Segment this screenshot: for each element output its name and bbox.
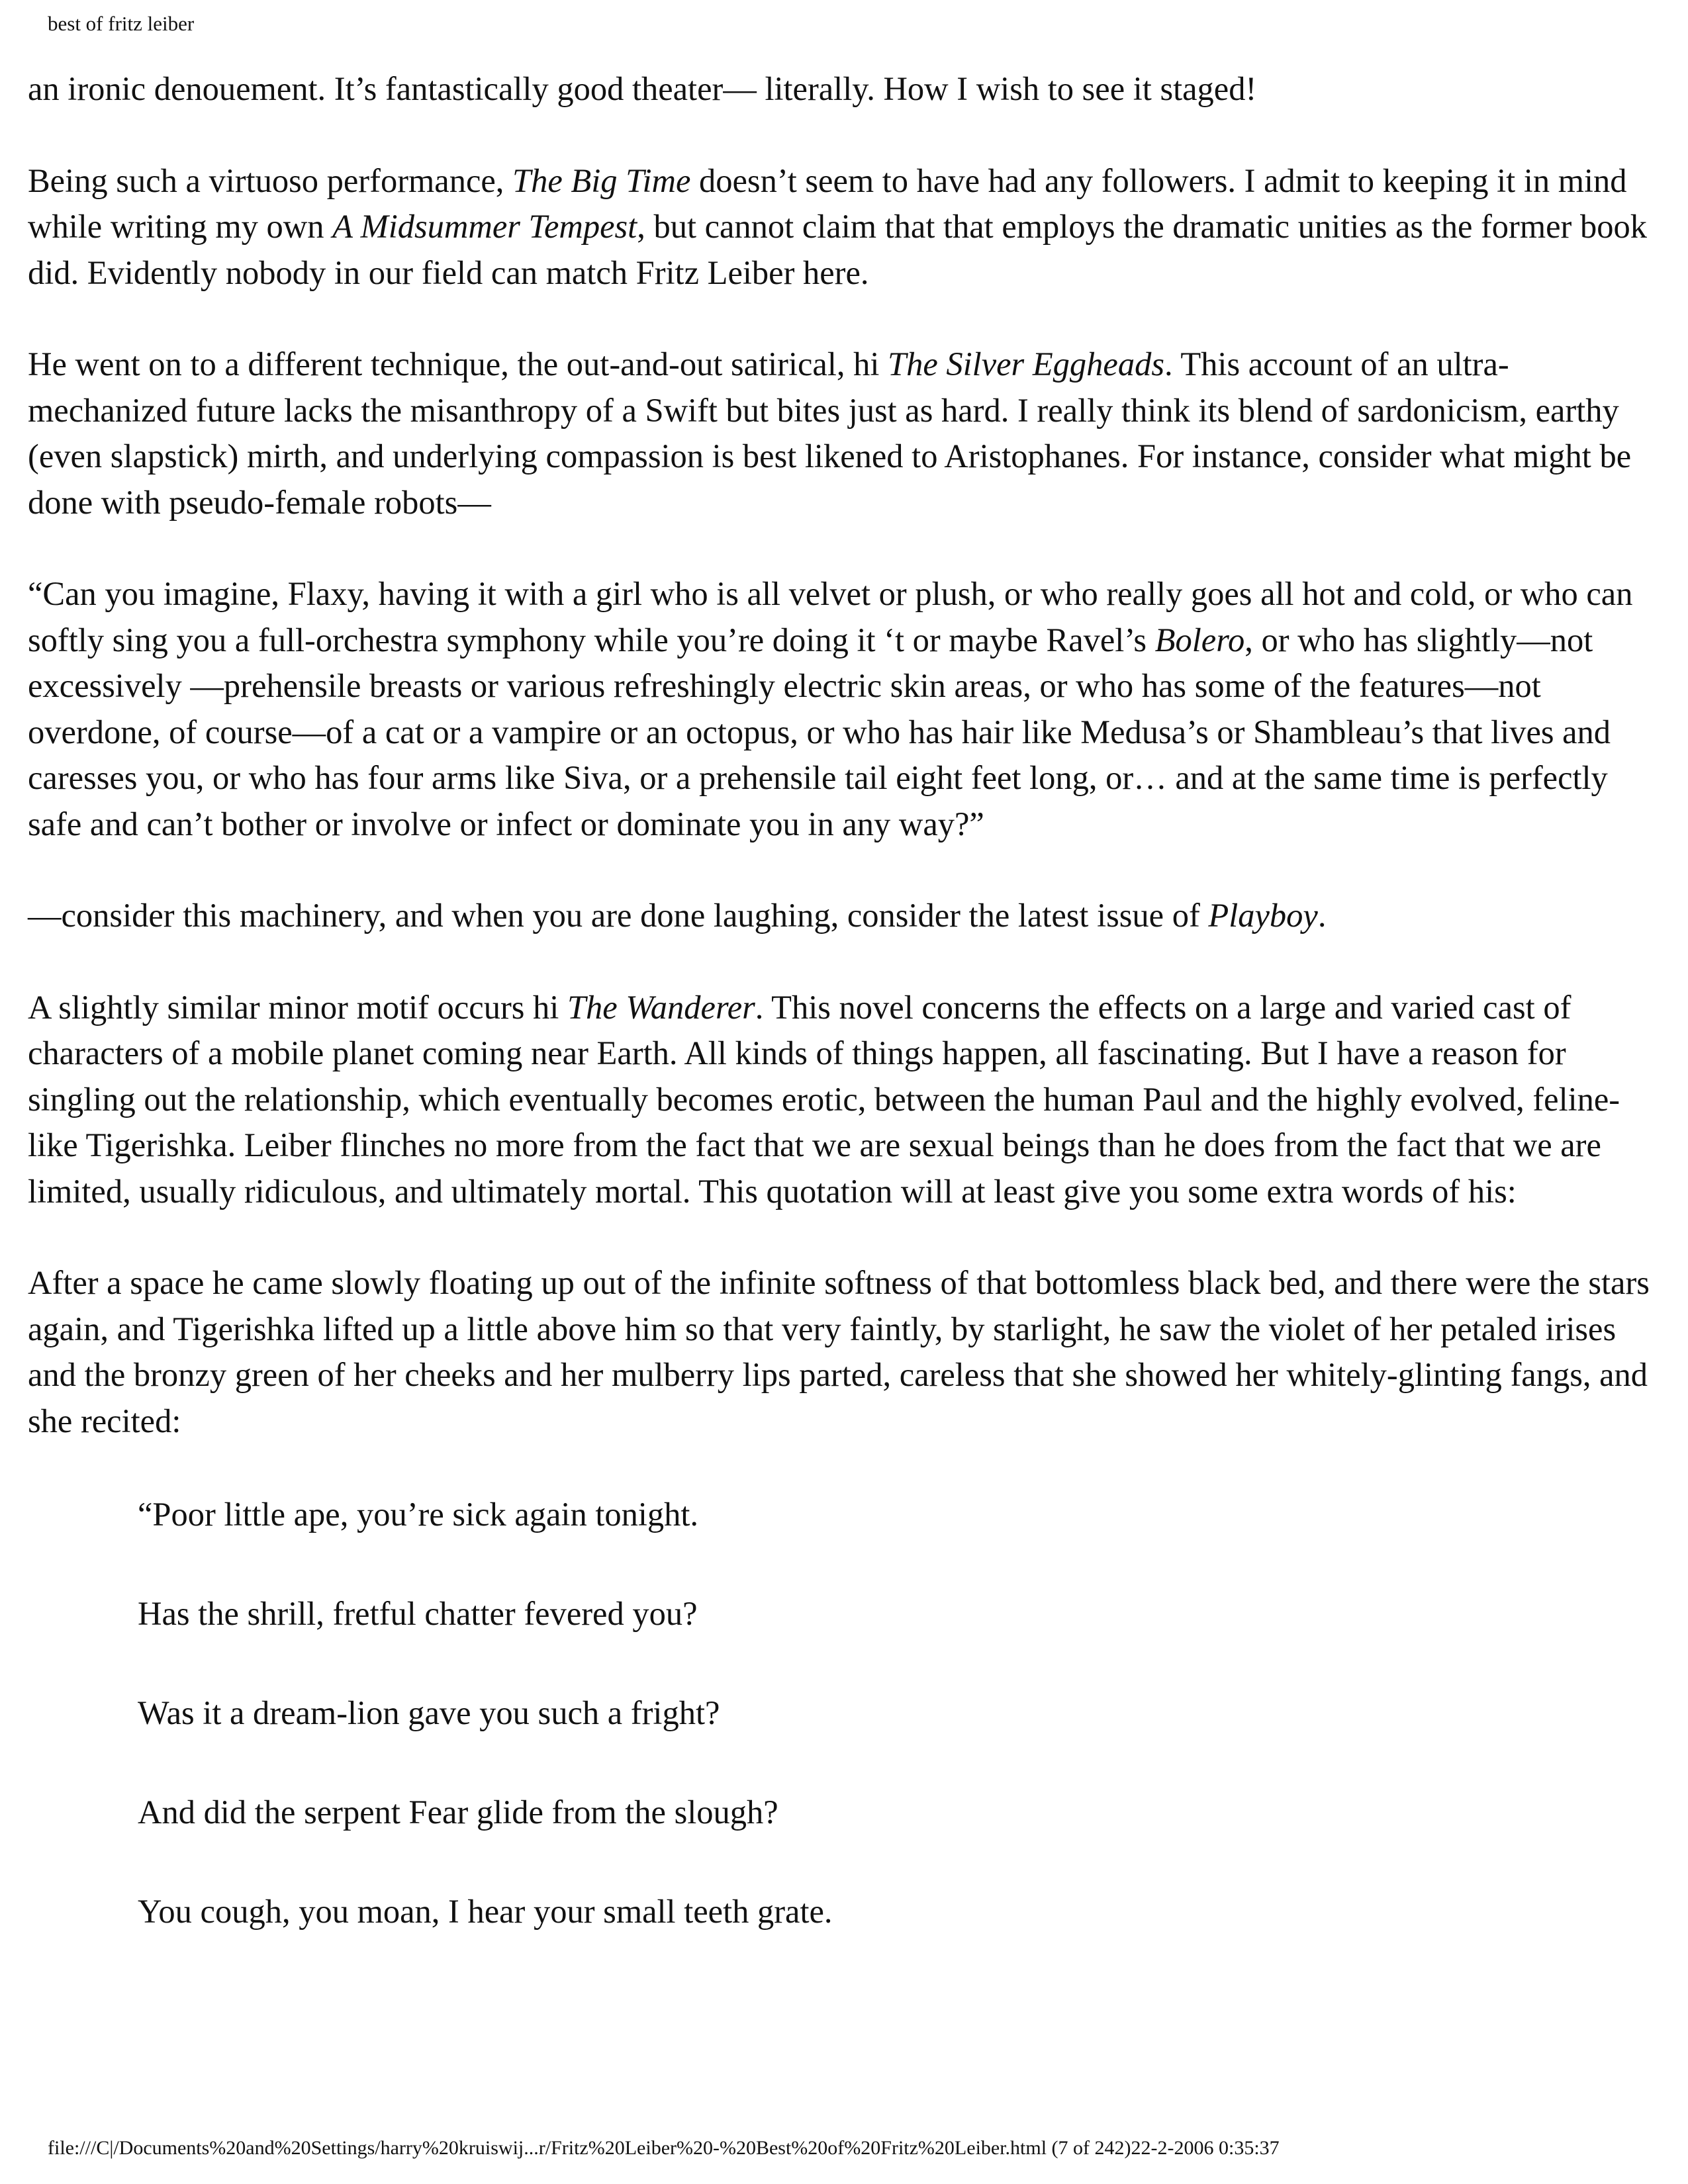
page-header-title: best of fritz leiber bbox=[48, 12, 195, 35]
italic-title: A Midsummer Tempest bbox=[332, 208, 637, 245]
poem-line: Was it a dream-lion gave you such a fright? bbox=[138, 1694, 720, 1731]
paragraph-text: —consider this machinery, and when you are done laughing, consider the latest issue of bbox=[28, 897, 1209, 934]
paragraph-text: doesn’t seem to have had any followers. I admit to keeping it in mind while writing my own bbox=[28, 161, 1627, 245]
paragraph bbox=[28, 341, 1656, 525]
paragraph-text: , or who has slightly—not excessively —prehensile breasts or various refreshingly electric skin areas, or who has some of the features—not overdone, of course—of a cat or a vampire or an octopus, or who has hair like Medusa’s or Shambleau’s that lives and caresses you, or who has four arms like Siva, or a prehensile tail eight feet long, or… and at the same time is perfectly safe and can’t bother or involve or infect or dominate you in any way?” bbox=[28, 621, 1611, 842]
poem-line: “Poor little ape, you’re sick again tonight. bbox=[138, 1496, 699, 1533]
paragraph-text: He went on to a different technique, the out-and-out satirical, hi bbox=[28, 345, 888, 383]
paragraph-text: , but cannot claim that that employs the dramatic unities as the former book did. Evidently nobody in our field can match Fritz Leiber here. bbox=[28, 208, 1648, 291]
paragraph bbox=[28, 893, 1656, 939]
paragraph bbox=[28, 1260, 1656, 1444]
poem-block bbox=[28, 1490, 1656, 1936]
italic-title: The Big Time bbox=[512, 161, 691, 199]
paragraph-text: . bbox=[1317, 897, 1327, 934]
paragraph-text: an ironic denouement. It’s fantastically good theater— literally. How I wish to see it staged! bbox=[28, 70, 1257, 107]
italic-title: The Wanderer bbox=[567, 988, 755, 1026]
paragraph-text: “Can you imagine, Flaxy, having it with a girl who is all velvet or plush, or who really goes all hot and cold, or who can softly sing you a full-orchestra symphony while you’re doing it ‘t or maybe Ravel’s bbox=[28, 575, 1633, 659]
paragraph bbox=[28, 158, 1656, 296]
paragraph-text: . This account of an ultra-mechanized future lacks the misanthropy of a Swift but bites just as hard. I really think its blend of sardonicism, earthy (even slapstick) mirth, and underlying compassion is best likened to Aristophanes. For instance, consider what might be done with pseudo-female robots— bbox=[28, 345, 1632, 521]
poem-line: You cough, you moan, I hear your small teeth grate. bbox=[138, 1893, 833, 1930]
paragraph-text: A slightly similar minor motif occurs hi bbox=[28, 988, 567, 1026]
italic-title: Bolero bbox=[1154, 621, 1245, 659]
document-body bbox=[28, 66, 1656, 1986]
italic-title: Playboy bbox=[1208, 897, 1318, 934]
paragraph-text: Being such a virtuoso performance, bbox=[28, 161, 513, 199]
file-path-footer: file:///C|/Documents%20and%20Settings/harry%20kruiswij...r/Fritz%20Leiber%20-%20Best%20of%20Fritz%20Leiber.html (7 of 242)22-2-2006 0:35:37 bbox=[48, 2137, 1280, 2159]
paragraph-text: After a space he came slowly floating up out of the infinite softness of that bottomless black bed, and there were the stars again, and Tigerishka lifted up a little above him so that very faintly, by starlight, he saw the violet of her petaled irises and the bronzy green of her cheeks and her mulberry lips parted, careless that she showed her whitely-glinting fangs, and she recited: bbox=[28, 1264, 1650, 1439]
poem-line: And did the serpent Fear glide from the slough? bbox=[138, 1794, 778, 1831]
paragraph bbox=[28, 985, 1656, 1215]
paragraph bbox=[28, 66, 1656, 113]
paragraph bbox=[28, 571, 1656, 847]
italic-title: The Silver Eggheads bbox=[888, 345, 1164, 383]
paragraph-list bbox=[28, 66, 1656, 1444]
poem-line: Has the shrill, fretful chatter fevered you? bbox=[138, 1595, 698, 1632]
paragraph-text: . This novel concerns the effects on a large and varied cast of characters of a mobile planet coming near Earth. All kinds of things happen, all fascinating. But I have a reason for singling out the relationship, which eventually becomes erotic, between the human Paul and the highly evolved, feline-like Tigerishka. Leiber flinches no more from the fact that we are sexual beings than he does from the fact that we are limited, usually ridiculous, and ultimately mortal. This quotation will at least give you some extra words of his: bbox=[28, 988, 1620, 1210]
